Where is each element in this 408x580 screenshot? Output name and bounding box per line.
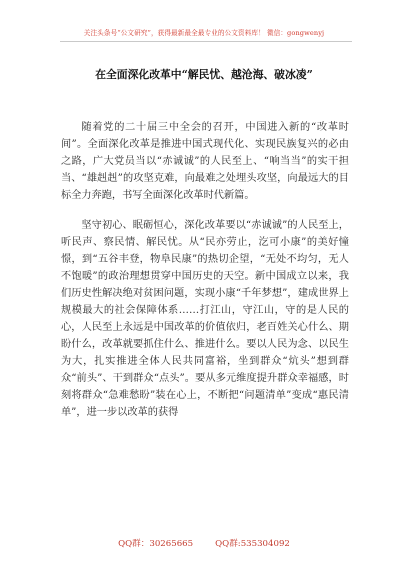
body-paragraph-1: 随着党的二十届三中全会的召开，中国进入新的“改革时间”。全面深化改革是推进中国式现代化、实现民族复兴的必由之路，广大党员当以“赤诚诚”的人民至上、“响当当”的实干担当、“雄赳赳”的攻坚克难，向最难之处埋头攻坚，向最远大的目标全力奔跑，书写全面深化改革时代新篇。 <box>61 122 349 201</box>
header-note: 关注头条号“公文研究”，获得最新最全最专业的公文资料库！ 微信：gongwenyj <box>83 29 325 37</box>
document-title: 在全面深化改革中“解民忧、越沧海、破冰凌” <box>95 68 313 81</box>
header-divider <box>60 41 352 42</box>
footer-qq-group-left: QQ群：30265665 <box>118 539 194 549</box>
document-body <box>61 119 349 434</box>
footer-contact <box>0 537 408 549</box>
footer-qq-group-right: QQ群:535304092 <box>215 539 290 549</box>
body-paragraph-2: 坚守初心、眠砺恒心，深化改革要以“赤诚诚”的人民至上，听民声、察民情、解民忧。从“民亦劳止，汔可小康”的美好憧憬，到“五谷丰登，物阜民康”的热切企望，“无处不均匀，无人不饱暖”的政治理想贯穿中国历史的天空。新中国成立以来，我们历史性解决绝对贫困问题，实现小康“千年梦想”，建成世界上规模最大的社会保障体系……打江山，守江山，守的是人民的心，人民至上永远是中国改革的价值依归，老百姓关心什么、期盼什么，改革就要抓住什么、推进什么。要以人民为念、以民生为大，扎实推进全体人民共同富裕，坐到群众“炕头”想到群众“前头”、干到群众“点头”。要从多元维度提升群众幸福感，时刻将群众“急难愁盼”装在心上，不断把“问题清单”变成“惠民清单”，进一步以改革的获得 <box>61 220 349 418</box>
